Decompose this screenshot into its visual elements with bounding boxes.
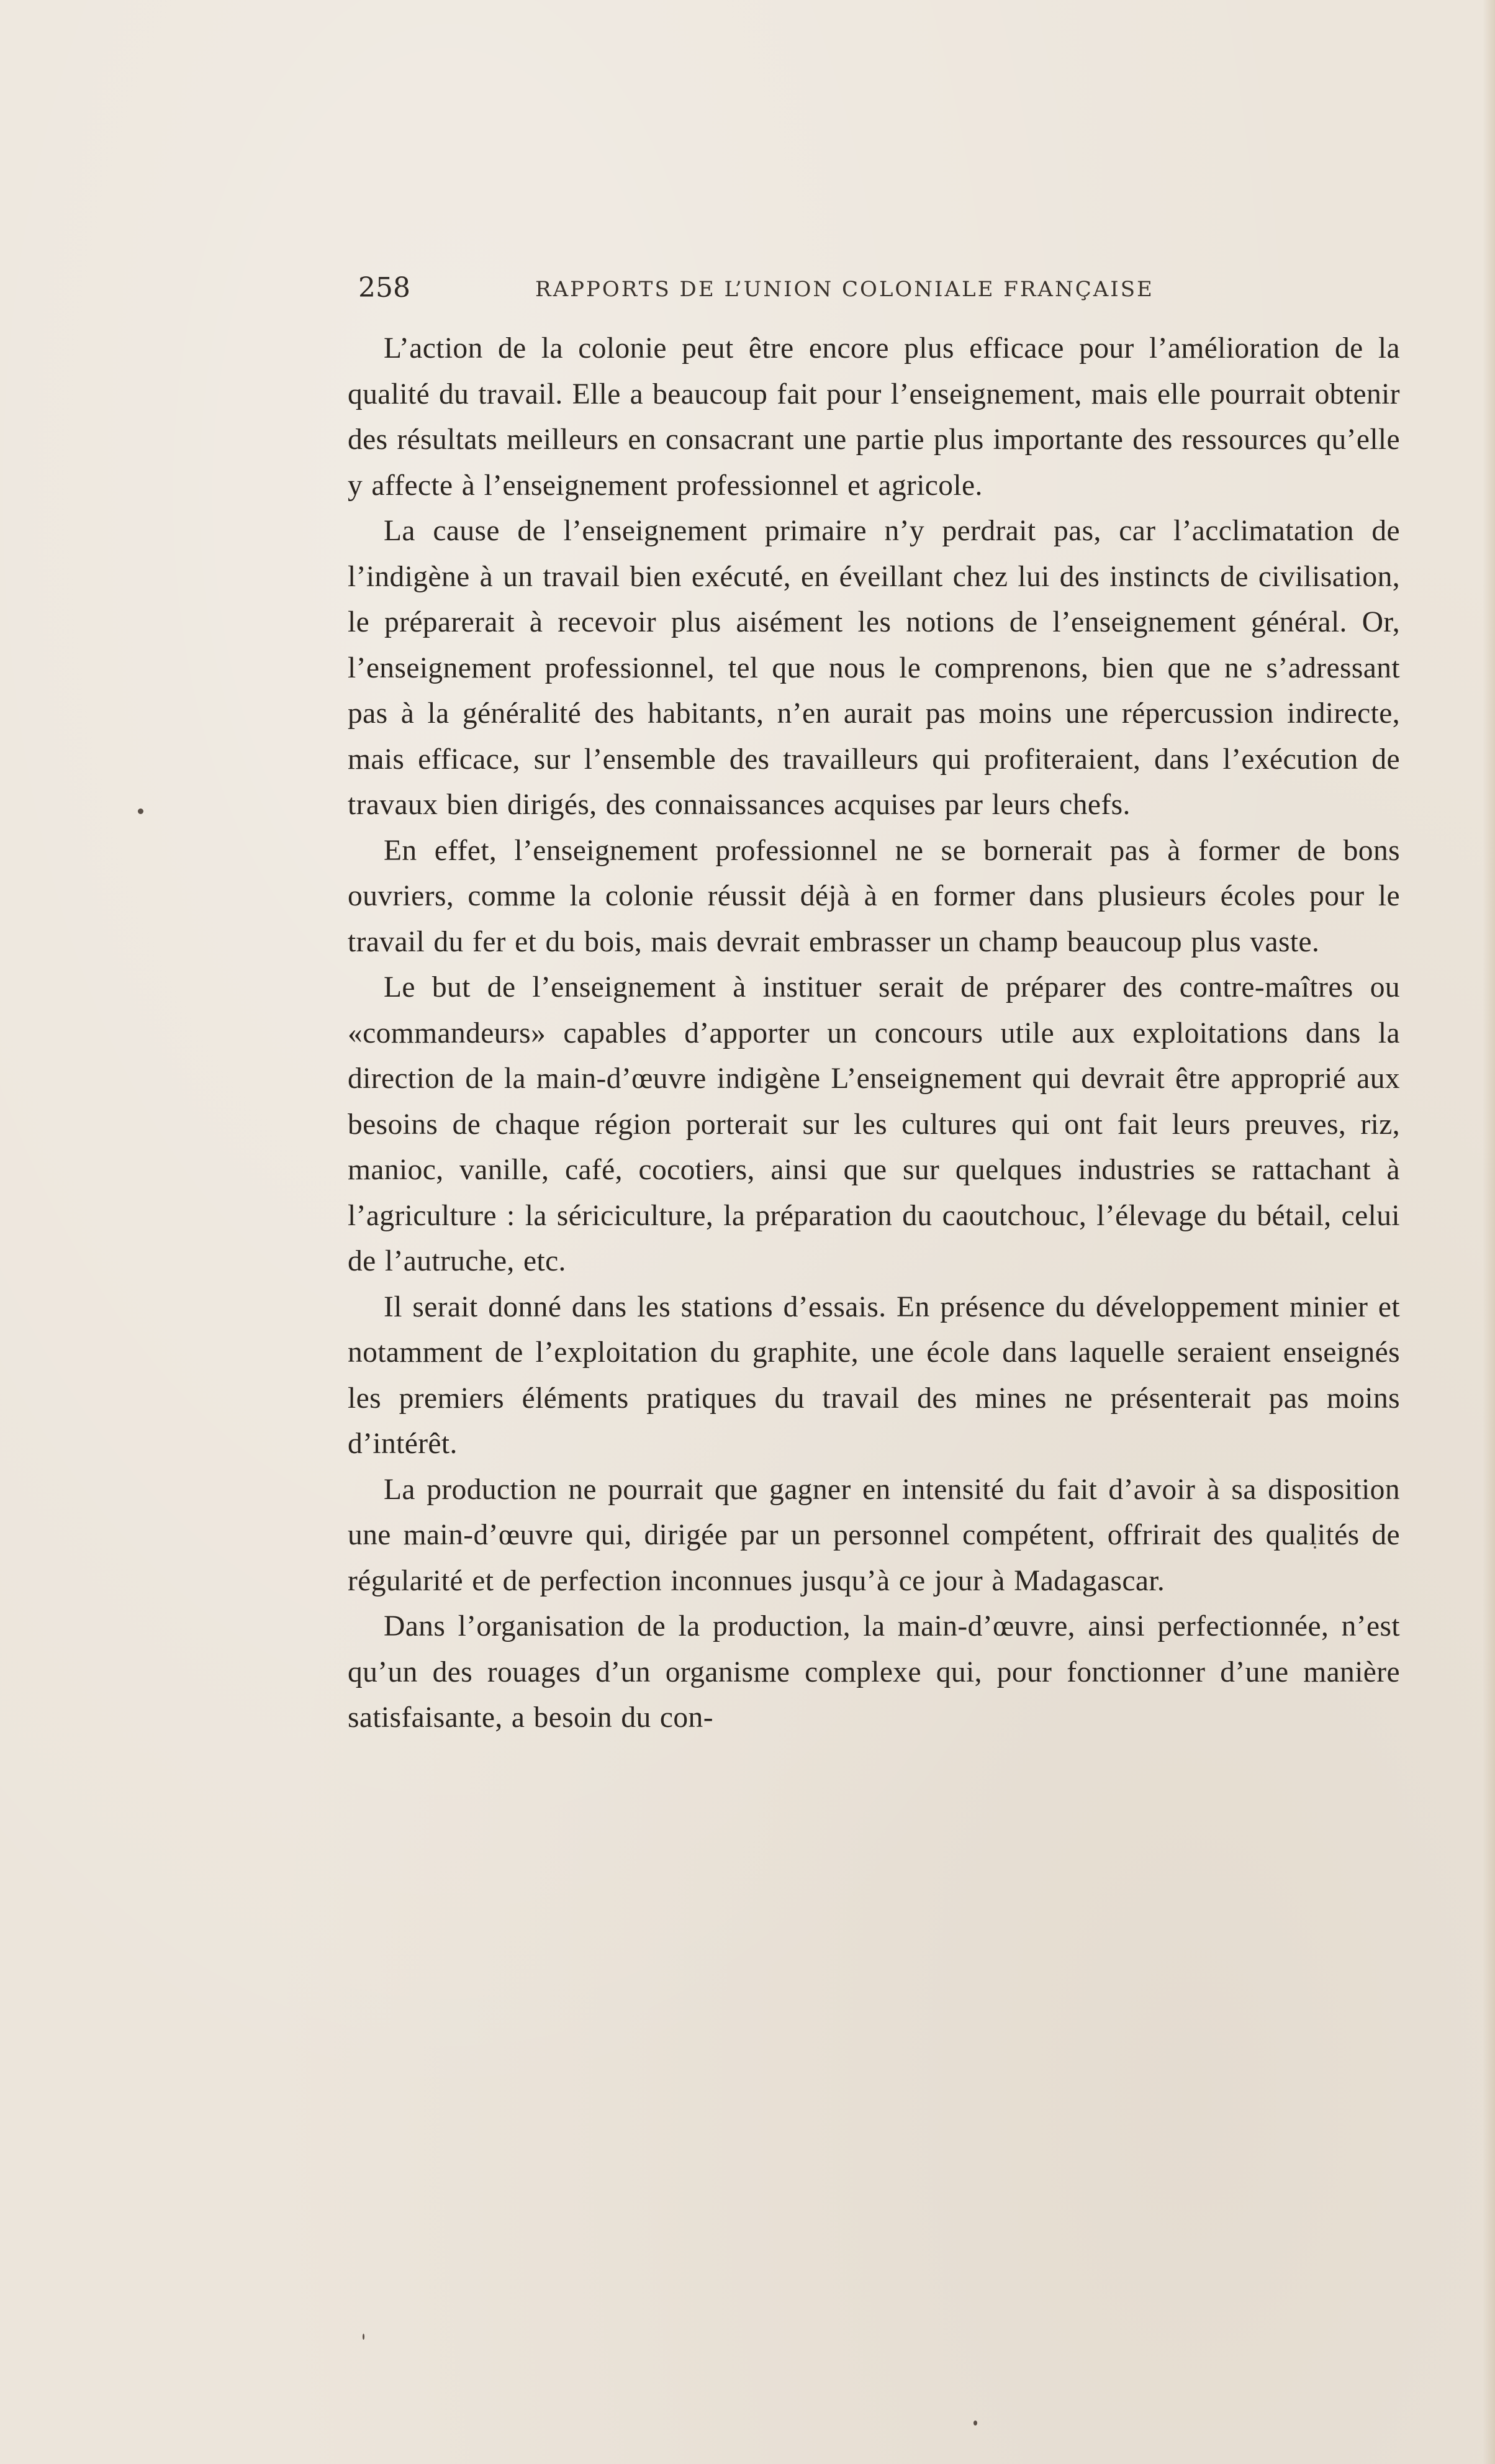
body-text [348,326,1400,1741]
paragraph-7: Dans l’organisation de la production, la main-d’œuvre, ainsi perfectionnée, n’est qu’un des rouages d’un organisme complexe qui, pour fonctionner d’une manière satisfaisante, a besoin du con- [348,1610,1400,1734]
paragraph-5: Il serait donné dans les stations d’essais. En présence du développement minier et notamment de l’exploitation du graphite, une école dans laquelle seraient enseignés les premiers éléments pratiques du travail des mines ne présenterait pas moins d’intérêt. [348,1290,1400,1460]
paragraph-6: La production ne pourrait que gagner en intensité du fait d’avoir à sa disposition une main-d’œuvre qui, dirigée par un personnel compétent, offrirait des qualités de régularité et de perfection inconnues jusqu’à ce jour à Madagascar. [348,1473,1400,1597]
page-header [358,272,1414,309]
paragraph-2: La cause de l’enseignement primaire n’y perdrait pas, car l’acclimatation de l’indigène à un travail bien exécuté, en éveillant chez lui des instincts de civilisation, le préparerait à recevoir plus aisément les notions de l’enseignement général. Or, l’enseignement professionnel, tel que nous le comprenons, bien que ne s’adressant pas à la généralité des habitants, n’en aurait pas moins une répercussion indirecte, mais efficace, sur l’ensemble des travailleurs qui profiteraient, dans l’exécution de travaux bien dirigés, des connaissances acquises par leurs chefs. [348,515,1400,821]
page-number: 258 [358,272,410,304]
paragraph-1: L’action de la colonie peut être encore plus efficace pour l’amélioration de la qualité du travail. Elle a beaucoup fait pour l’enseignement, mais elle pourrait obtenir des résultats meilleurs en consacrant une partie plus importante des ressources qu’elle y affecte à l’enseignement professionnel et agricole. [348,332,1400,502]
paragraph-3: En effet, l’enseignement professionnel ne se bornerait pas à former de bons ouvriers, comme la colonie réussit déjà à en former dans plusieurs écoles pour le travail du fer et du bois, mais devrait embrasser un champ beaucoup plus vaste. [348,834,1400,958]
paragraph-4: Le but de l’enseignement à instituer serait de préparer des contre-maîtres ou «commandeurs» capables d’apporter un concours utile aux exploitations dans la direction de la main-d’œuvre indigène L’enseignement qui devrait être approprié aux besoins de chaque région porterait sur les cultures qui ont fait leurs preuves, riz, manioc, vanille, café, cocotiers, ainsi que sur quelques industries se rattachant à l’agriculture : la sériciculture, la préparation du caoutchouc, l’élevage du bétail, celui de l’autruche, etc. [348,971,1400,1277]
running-title: RAPPORTS DE L’UNION COLONIALE FRANÇAISE [535,277,1154,302]
page-edge-shadow [1483,0,1495,2464]
